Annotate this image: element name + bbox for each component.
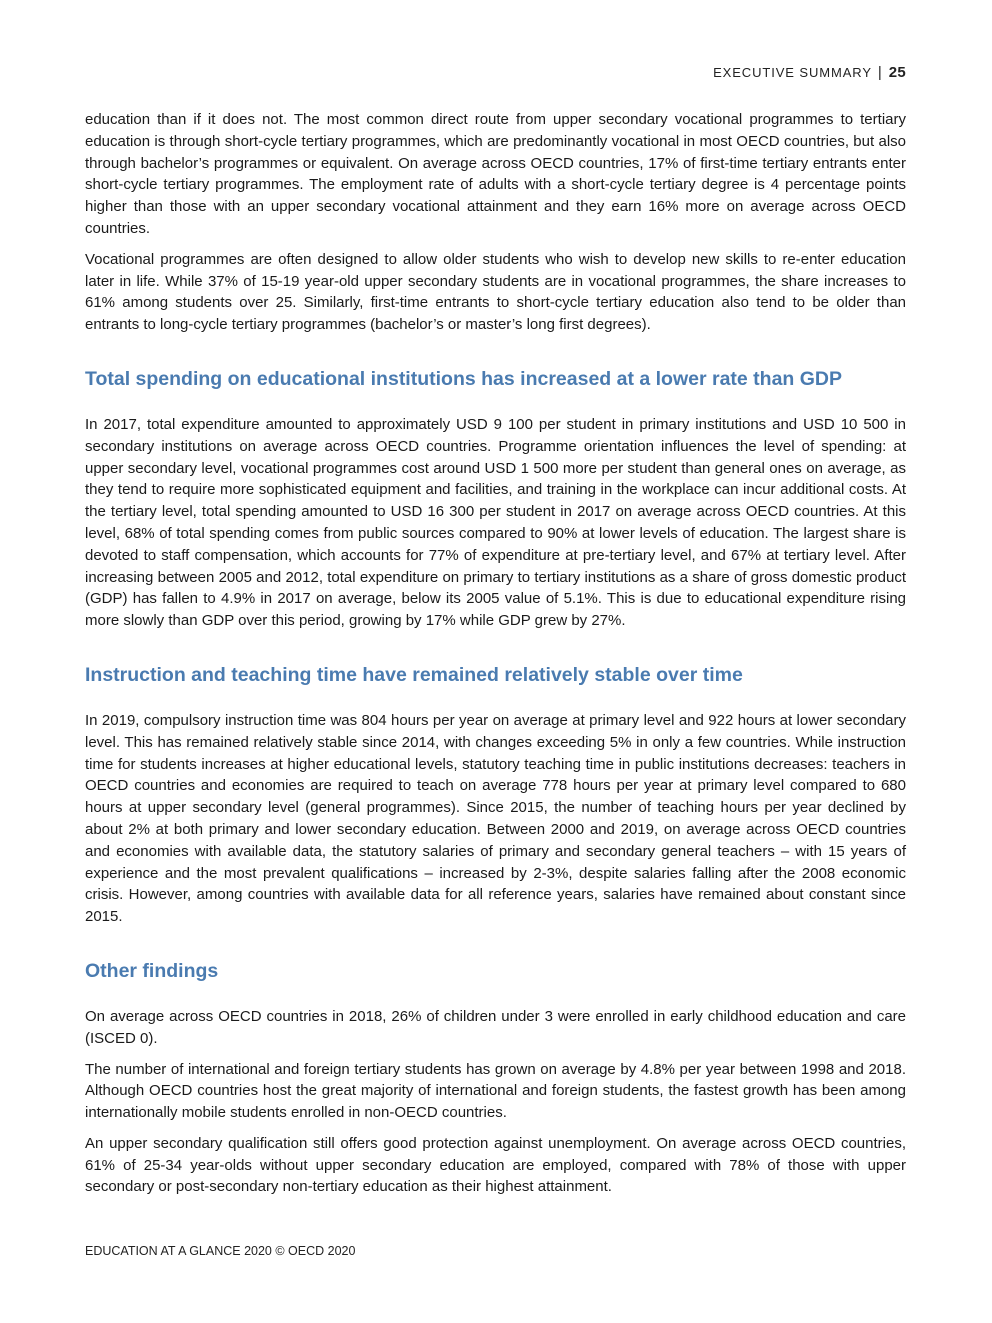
page-body: [85, 109, 906, 1207]
header-separator: |: [877, 64, 883, 81]
running-header: [713, 64, 906, 81]
intro-paragraph: Vocational programmes are often designed to allow older students who wish to develop new skills to re-enter education later in life. While 37% of 15-19 year-old upper secondary students are in vocational programmes, the share increases to 61% among students over 25. Similarly, first-time entrants to short-cycle tertiary education also tend to be older than entrants to long-cycle tertiary programmes (bachelor’s or master’s long first degrees).: [85, 250, 906, 334]
intro-paragraph: education than if it does not. The most common direct route from upper secondary vocational programmes to tertiary education is through short-cycle tertiary programmes, which are predominantly vocational in most OECD countries, but also through bachelor’s programmes or equivalent. On average across OECD countries, 17% of first-time tertiary entrants enter short-cycle tertiary programmes. The employment rate of adults with a short-cycle tertiary degree is 4 percentage points higher than those with an upper secondary vocational attainment and they earn 16% more on average across OECD countries.: [85, 111, 906, 237]
running-footer: EDUCATION AT A GLANCE 2020 © OECD 2020: [85, 1244, 356, 1258]
other-findings-paragraph: On average across OECD countries in 2018, 26% of children under 3 were enrolled in early childhood education and care (ISCED 0).: [85, 1007, 906, 1047]
spending-paragraph: In 2017, total expenditure amounted to approximately USD 9 100 per student in primary institutions and USD 10 500 in secondary institutions on average across OECD countries. Programme orientation influences the level of spending: at upper secondary level, vocational programmes cost around USD 1 500 more per student than general ones on average, as they tend to require more sophisticated equipment and facilities, and training in the workplace can incur additional costs. At the tertiary level, total spending amounted to USD 16 300 per student in 2017 on average across OECD countries. At this level, 68% of total spending comes from public sources compared to 90% at lower levels of education. The largest share is devoted to staff compensation, which accounts for 77% of expenditure at pre-tertiary level, and 67% at tertiary level. After increasing between 2005 and 2012, total expenditure on primary to tertiary institutions as a share of gross domestic product (GDP) has fallen to 4.9% in 2017 on average, below its 2005 value of 5.1%. This is due to educational expenditure rising more slowly than GDP over this period, growing by 17% while GDP grew by 27%.: [85, 415, 906, 630]
other-findings-paragraph: An upper secondary qualification still offers good protection against unemployment. On average across OECD countries, 61% of 25-34 year-olds without upper secondary education are employed, compared with 78% of those with upper secondary or post-secondary non-tertiary education as their highest attainment.: [85, 1134, 906, 1196]
section-label: EXECUTIVE SUMMARY: [713, 65, 872, 80]
section-heading-spending: Total spending on educational institutions has increased at a lower rate than GDP: [85, 367, 843, 390]
instruction-paragraph: In 2019, compulsory instruction time was 804 hours per year on average at primary level and 922 hours at lower secondary level. This has remained relatively stable since 2014, with changes exceeding 5% in only a few countries. While instruction time for students increases at higher educational levels, statutory teaching time in public institutions decreases: teachers in OECD countries and economies are required to teach on average 778 hours per year at primary level compared to 680 hours at upper secondary level (general programmes). Since 2015, the number of teaching hours per year declined by about 2% at both primary and lower secondary education. Between 2000 and 2019, on average across OECD countries and economies with available data, the statutory salaries of primary and secondary general teachers – with 15 years of experience and the most prevalent qualifications – increased by 2-3%, despite salaries falling after the 2008 economic crisis. However, among countries with available data for all reference years, salaries have remained about constant since 2015.: [85, 711, 906, 926]
page-number: 25: [888, 64, 906, 81]
other-findings-paragraph: The number of international and foreign tertiary students has grown on average by 4.8% per year between 1998 and 2018. Although OECD countries host the great majority of international and foreign students, the fastest growth has been among internationally mobile students enrolled in non-OECD countries.: [85, 1060, 906, 1122]
section-heading-instruction: Instruction and teaching time have remained relatively stable over time: [85, 663, 743, 686]
section-heading-other-findings: Other findings: [85, 959, 219, 982]
